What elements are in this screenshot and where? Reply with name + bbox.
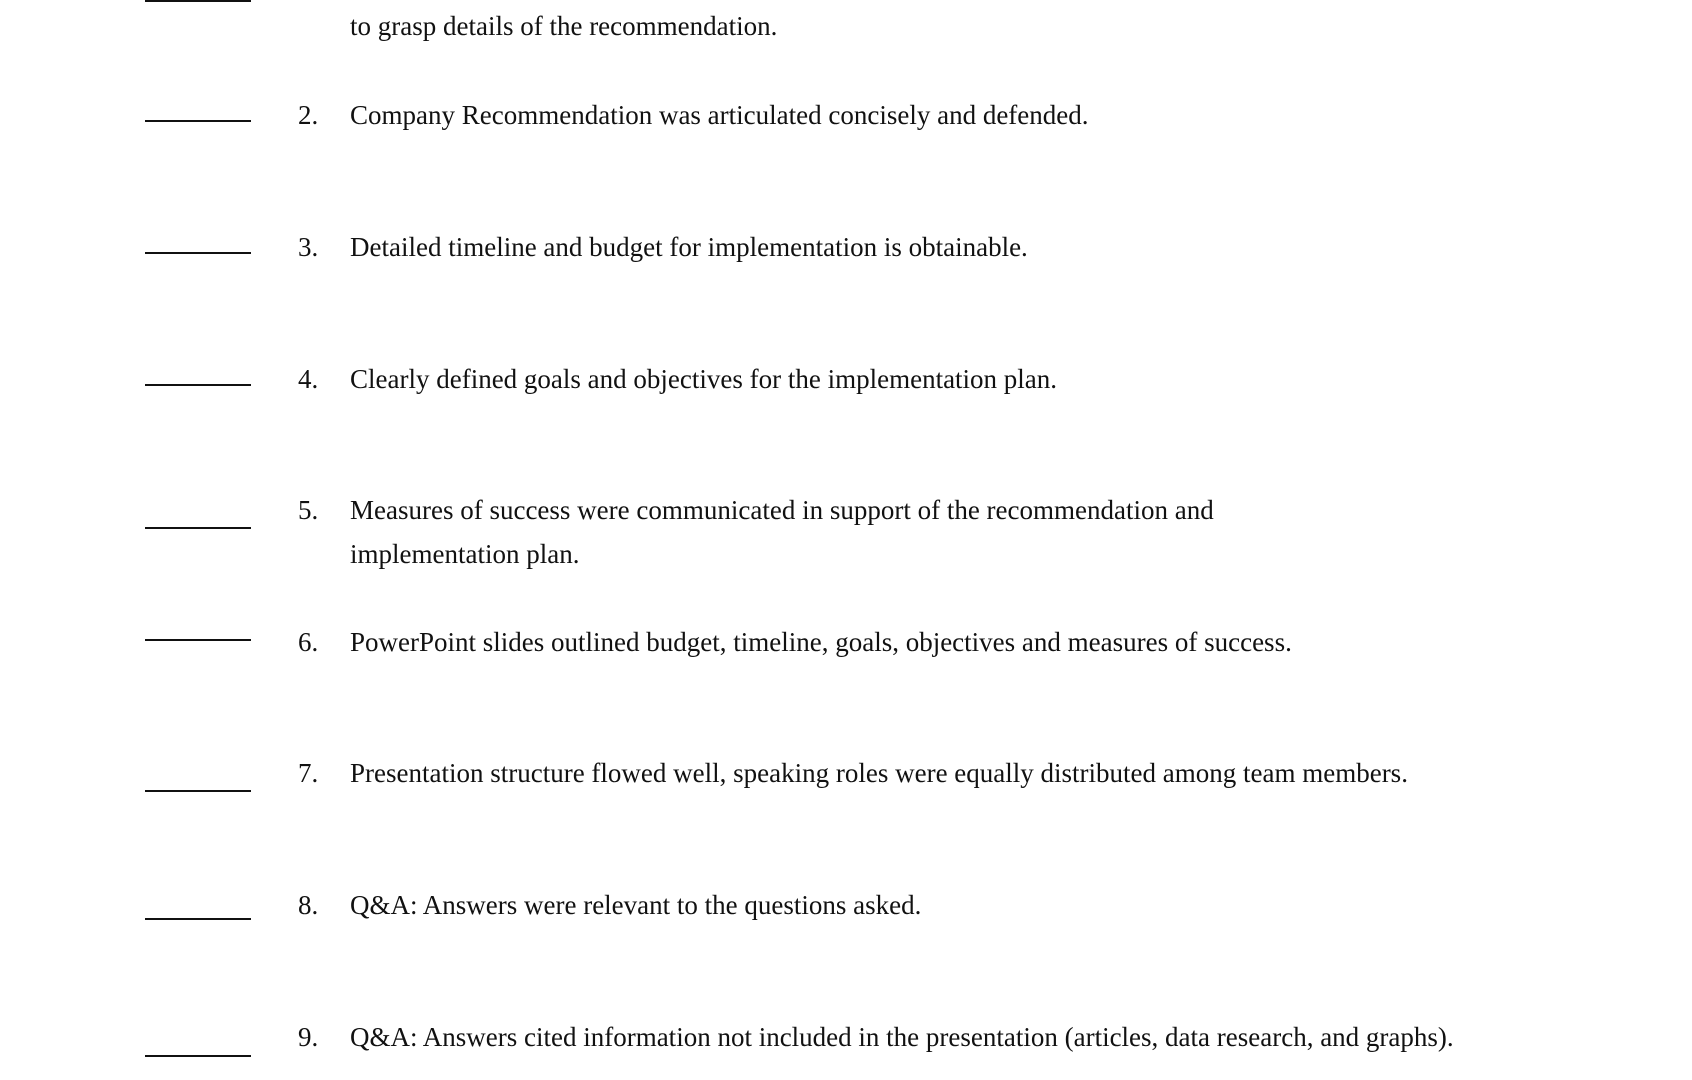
rubric-item-number: 4. [298,364,319,394]
rubric-item-number: 3. [298,232,319,262]
rubric-item-text: Measures of success were communicated in support of the recommendation and implementation plan. [350,495,1214,569]
rubric-item-text: PowerPoint slides outlined budget, timeline, goals, objectives and measures of success. [350,627,1292,657]
rubric-item-number: 8. [298,890,319,920]
score-blank-line[interactable] [145,918,251,920]
rubric-item-text: Company Recommendation was articulated concisely and defended. [350,100,1089,130]
score-blank-line[interactable] [145,120,251,122]
rubric-item-number: 2. [298,100,319,130]
rubric-item-text: Presentation structure flowed well, speaking roles were equally distributed among team members. [350,758,1408,788]
score-blank-line[interactable] [145,384,251,386]
score-blank-line[interactable] [145,0,251,2]
rubric-item-number: 5. [298,495,319,525]
rubric-item-text: Q&A: Answers cited information not included in the presentation (articles, data research, and graphs). [350,1022,1454,1052]
rubric-item-number: 6. [298,627,319,657]
rubric-item-number: 7. [298,758,319,788]
rubric-item-text: to grasp details of the recommendation. [350,11,778,41]
rubric-item-text: Clearly defined goals and objectives for the implementation plan. [350,364,1058,394]
score-blank-line[interactable] [145,252,251,254]
score-blank-line[interactable] [145,790,251,792]
score-blank-line[interactable] [145,527,251,529]
score-blank-line[interactable] [145,639,251,641]
score-blank-line[interactable] [145,1055,251,1057]
rubric-item-text: Detailed timeline and budget for implementation is obtainable. [350,232,1028,262]
rubric-item-text: Q&A: Answers were relevant to the questions asked. [350,890,922,920]
rubric-item-number: 9. [298,1022,319,1052]
